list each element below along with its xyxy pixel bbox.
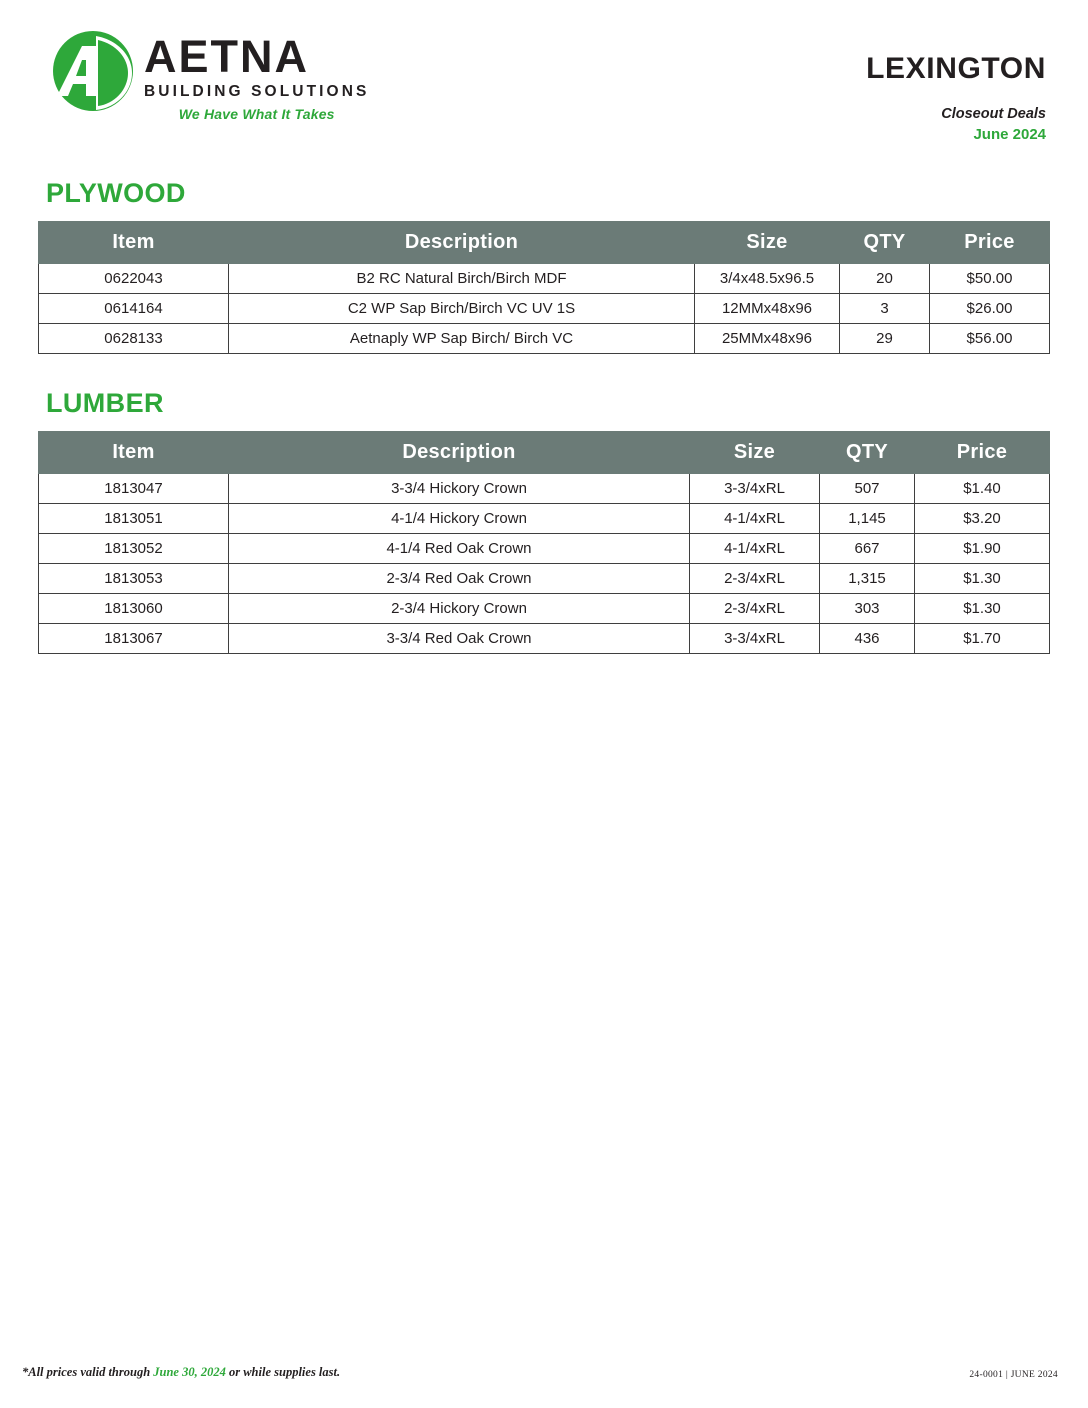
- cell-item: 0622043: [39, 264, 229, 294]
- cell-description: B2 RC Natural Birch/Birch MDF: [229, 264, 695, 294]
- logo-wordmark: [144, 31, 370, 122]
- table-header-row: [39, 222, 1050, 264]
- cell-price: $26.00: [930, 294, 1050, 324]
- cell-qty: 1,145: [820, 504, 915, 534]
- cell-size: 4-1/4xRL: [690, 534, 820, 564]
- header-right-block: [866, 30, 1050, 144]
- cell-item: 0614164: [39, 294, 229, 324]
- validity-note: [22, 1365, 340, 1380]
- page-footer: [0, 1365, 1088, 1380]
- cell-item: 1813051: [39, 504, 229, 534]
- table-row: [39, 474, 1050, 504]
- cell-description: 4-1/4 Hickory Crown: [229, 504, 690, 534]
- cell-qty: 436: [820, 624, 915, 654]
- table-header-row: [39, 432, 1050, 474]
- validity-note-prefix: *All prices valid through: [22, 1365, 154, 1379]
- section-plywood: [38, 178, 1050, 354]
- cell-qty: 20: [840, 264, 930, 294]
- cell-qty: 507: [820, 474, 915, 504]
- cell-item: 1813053: [39, 564, 229, 594]
- table-row: [39, 624, 1050, 654]
- cell-price: $1.30: [915, 594, 1050, 624]
- cell-qty: 29: [840, 324, 930, 354]
- cell-item: 0628133: [39, 324, 229, 354]
- validity-note-suffix: or while supplies last.: [225, 1365, 341, 1379]
- cell-price: $1.30: [915, 564, 1050, 594]
- column-header-item: Item: [39, 432, 229, 474]
- section-title-lumber: LUMBER: [46, 388, 164, 419]
- column-header-qty: QTY: [840, 222, 930, 264]
- cell-description: Aetnaply WP Sap Birch/ Birch VC: [229, 324, 695, 354]
- validity-note-date: June 30, 2024: [153, 1365, 226, 1379]
- column-header-description: Description: [229, 432, 690, 474]
- cell-qty: 3: [840, 294, 930, 324]
- section-title-plywood: PLYWOOD: [46, 178, 186, 209]
- cell-description: 2-3/4 Hickory Crown: [229, 594, 690, 624]
- logo-company-name: AETNA: [144, 31, 309, 82]
- cell-description: 4-1/4 Red Oak Crown: [229, 534, 690, 564]
- table-row: [39, 504, 1050, 534]
- cell-qty: 1,315: [820, 564, 915, 594]
- cell-qty: 303: [820, 594, 915, 624]
- table-row: [39, 564, 1050, 594]
- cell-price: $1.70: [915, 624, 1050, 654]
- column-header-price: Price: [930, 222, 1050, 264]
- cell-size: 12MMx48x96: [695, 294, 840, 324]
- logo-company-subtitle: BUILDING SOLUTIONS: [144, 83, 370, 100]
- aetna-a-logo-icon: [52, 30, 134, 112]
- cell-price: $50.00: [930, 264, 1050, 294]
- company-logo: [38, 30, 369, 122]
- cell-description: 3-3/4 Red Oak Crown: [229, 624, 690, 654]
- section-lumber: [38, 388, 1050, 654]
- plywood-table: [38, 221, 1050, 354]
- cell-description: C2 WP Sap Birch/Birch VC UV 1S: [229, 294, 695, 324]
- page-header: [38, 0, 1050, 144]
- cell-price: $1.40: [915, 474, 1050, 504]
- cell-size: 3-3/4xRL: [690, 624, 820, 654]
- table-row: [39, 324, 1050, 354]
- cell-qty: 667: [820, 534, 915, 564]
- month-label: June 2024: [973, 126, 1046, 144]
- cell-item: 1813052: [39, 534, 229, 564]
- table-row: [39, 534, 1050, 564]
- cell-item: 1813047: [39, 474, 229, 504]
- cell-size: 25MMx48x96: [695, 324, 840, 354]
- cell-item: 1813067: [39, 624, 229, 654]
- document-code: 24-0001 | JUNE 2024: [969, 1370, 1058, 1380]
- table-row: [39, 594, 1050, 624]
- cell-price: $56.00: [930, 324, 1050, 354]
- lumber-table: [38, 431, 1050, 654]
- closeout-label: Closeout Deals: [941, 106, 1046, 122]
- column-header-qty: QTY: [820, 432, 915, 474]
- cell-size: 3/4x48.5x96.5: [695, 264, 840, 294]
- cell-size: 3-3/4xRL: [690, 474, 820, 504]
- column-header-description: Description: [229, 222, 695, 264]
- cell-size: 4-1/4xRL: [690, 504, 820, 534]
- column-header-size: Size: [690, 432, 820, 474]
- column-header-item: Item: [39, 222, 229, 264]
- cell-size: 2-3/4xRL: [690, 564, 820, 594]
- column-header-size: Size: [695, 222, 840, 264]
- logo-tagline: We Have What It Takes: [178, 106, 335, 122]
- cell-price: $1.90: [915, 534, 1050, 564]
- table-row: [39, 264, 1050, 294]
- cell-item: 1813060: [39, 594, 229, 624]
- cell-description: 2-3/4 Red Oak Crown: [229, 564, 690, 594]
- cell-price: $3.20: [915, 504, 1050, 534]
- branch-title: LEXINGTON: [866, 52, 1046, 85]
- cell-size: 2-3/4xRL: [690, 594, 820, 624]
- table-row: [39, 294, 1050, 324]
- column-header-price: Price: [915, 432, 1050, 474]
- cell-description: 3-3/4 Hickory Crown: [229, 474, 690, 504]
